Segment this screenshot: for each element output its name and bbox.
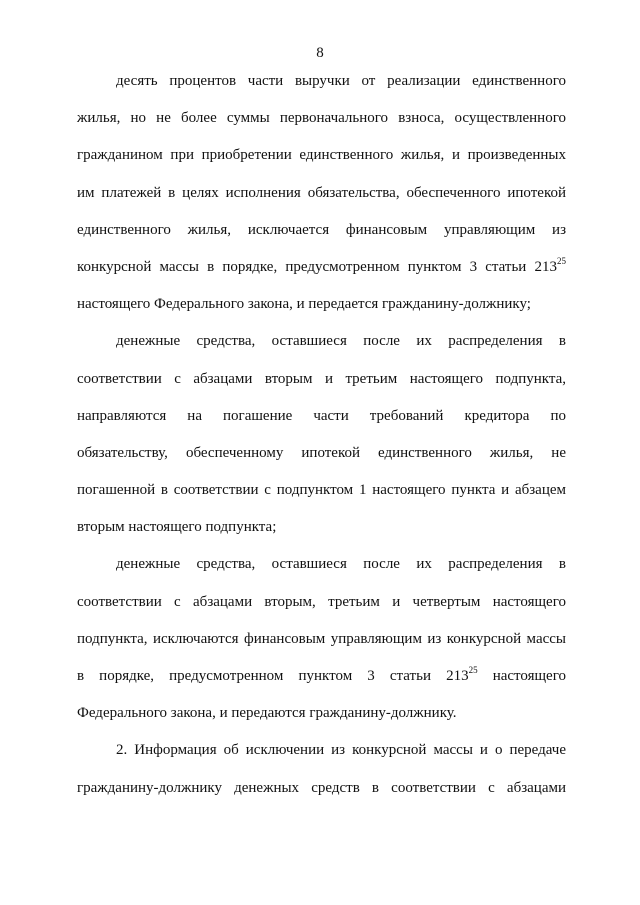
superscript: 25: [468, 665, 478, 675]
text-line: единственного жилья, исключается финансовым управляющим из: [77, 221, 566, 238]
text-line-with-superscript: [77, 255, 566, 295]
text-segment: в порядке, предусмотренном пунктом 3 статьи 213: [77, 668, 469, 684]
text-line-with-superscript: [77, 667, 566, 704]
text-line: десять процентов части выручки от реализации единственного: [116, 73, 566, 89]
paragraph-1: [77, 72, 566, 332]
text-line: денежные средства, оставшиеся после их распределения в: [116, 556, 566, 573]
text-line: настоящего Федерального закона, и передается гражданину-должнику;: [77, 296, 531, 313]
text-line: соответствии с абзацами вторым и третьим настоящего подпункта,: [77, 370, 566, 387]
text-line: обязательству, обеспеченному ипотекой единственного жилья, не: [77, 444, 566, 461]
text-line: денежные средства, оставшиеся после их распределения в: [116, 333, 566, 350]
text-segment: настоящего: [492, 668, 566, 684]
text-line: вторым настоящего подпункта;: [77, 519, 277, 536]
text-line: соответствии с абзацами вторым, третьим и четвертым настоящего: [77, 593, 566, 610]
text-line: направляются на погашение части требований кредитора по: [77, 407, 566, 424]
document-body: [77, 72, 566, 816]
text-line: им платежей в целях исполнения обязательства, обеспеченного ипотекой: [77, 184, 566, 201]
text-line: гражданину-должнику денежных средств в соответствии с абзацами: [77, 779, 566, 796]
text-line: подпункта, исключаются финансовым управляющим из конкурсной массы: [77, 630, 566, 647]
paragraph-3: [77, 555, 566, 741]
page-number: 8: [316, 45, 324, 61]
text-line: погашенной в соответствии с подпунктом 1 настоящего пункта и абзацем: [77, 482, 566, 499]
superscript: 25: [557, 255, 566, 266]
text-line: гражданином при приобретении единственного жилья, и произведенных: [77, 147, 566, 164]
paragraph-4: [77, 741, 566, 815]
text-line: Федерального закона, и передаются гражданину-должнику.: [77, 705, 457, 722]
paragraph-2: [77, 332, 566, 555]
text-line: жилья, но не более суммы первоначального взноса, осуществленного: [77, 110, 566, 127]
text-segment: конкурсной массы в порядке, предусмотренном пунктом 3 статьи 213: [77, 258, 557, 275]
text-line: 2. Информация об исключении из конкурсной массы и о передаче: [116, 742, 566, 759]
